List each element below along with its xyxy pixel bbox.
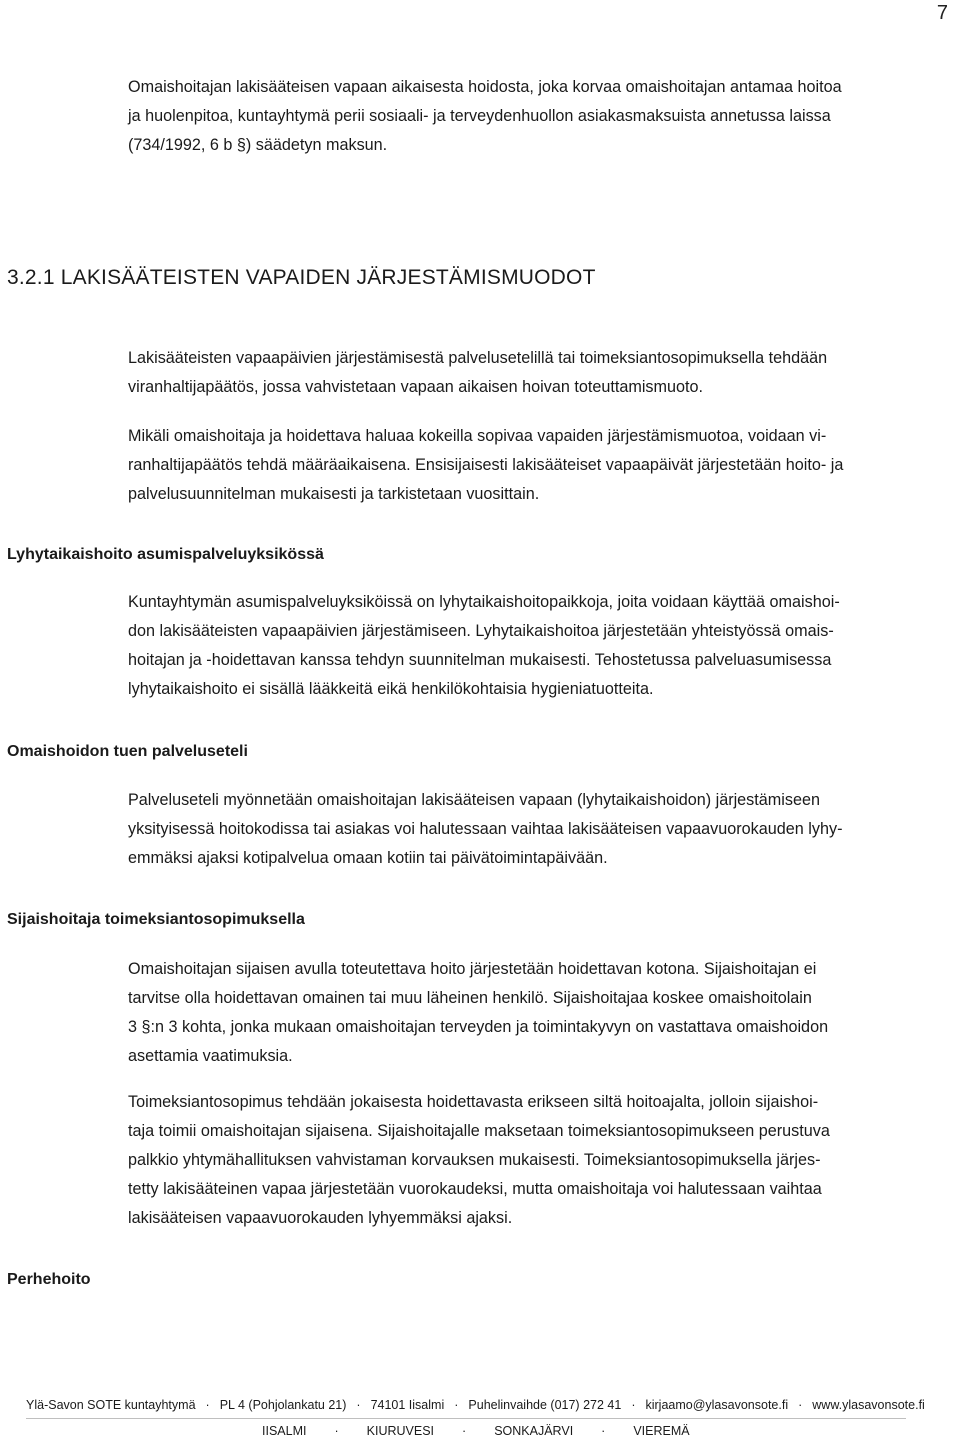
footer-email-link[interactable]: kirjaamo@ylasavonsote.fi [645,1398,789,1412]
footer-separator: · [454,1398,459,1412]
footer-divider [26,1418,906,1419]
footer-separator: · [462,1424,467,1438]
page-number: 7 [936,2,948,24]
subheading-sijaishoitaja: Sijaishoitaja toimeksiantosopimuksella [7,911,305,928]
footer-municipality: KIURUVESI [366,1424,435,1438]
footer-address: PL 4 (Pohjolankatu 21) [219,1398,347,1412]
text-line: (734/1992, 6 b §) säädetyn maksun. [128,136,388,154]
section-heading: 3.2.1 LAKISÄÄTEISTEN VAPAIDEN JÄRJESTÄMISMUODOT [7,266,596,289]
text-line: asettamia vaatimuksia. [128,1047,293,1065]
footer-organization: Ylä-Savon SOTE kuntayhtymä [26,1398,196,1412]
text-line: ja huolenpitoa, kuntayhtymä perii sosiaali- ja terveydenhuollon asiakasmaksuista annetussa laissa [128,107,831,125]
subheading-lyhytaikaishoito: Lyhytaikaishoito asumispalveluyksikössä [7,546,324,563]
text-line: palkkio yhtymähallituksen vahvistaman korvauksen mukaisesti. Toimeksiantosopimuksella järjes- [128,1151,821,1169]
text-line: ranhaltijapäätös tehdä määräaikaisena. Ensisijaisesti lakisääteiset vapaapäivät järjestetään hoito- ja [128,456,844,474]
text-line: 3 §:n 3 kohta, jonka mukaan omaishoitajan terveyden ja toimintakyvyn on vastattava omaishoidon [128,1018,829,1036]
footer-separator: · [601,1424,606,1438]
text-line: don lakisääteisten vapaapäivien järjestämiseen. Lyhytaikaishoitoa järjestetään yhteistyössä omais- [128,622,834,640]
text-line: Lakisääteisten vapaapäivien järjestämisestä palvelusetelillä tai toimeksiantosopimuksella tehdään [128,349,828,367]
text-line: tetty lakisääteinen vapaa järjestetään vuorokaudeksi, mutta omaishoitaja voi halutessaan vaihtaa [128,1180,822,1198]
sijaishoitaja-paragraph-1 [128,955,954,1071]
footer-separator: · [334,1424,339,1438]
text-line: hoitajan ja -hoidettavan kanssa tehdyn suunnitelman mukaisesti. Tehostetussa palveluasumisessa [128,651,832,669]
footer-phone: Puhelinvaihde (017) 272 41 [468,1398,622,1412]
text-line: Palveluseteli myönnetään omaishoitajan lakisääteisen vapaan (lyhytaikaishoidon) järjestämiseen [128,791,820,809]
text-line: Mikäli omaishoitaja ja hoidettava haluaa kokeilla sopivaa vapaiden järjestämismuotoa, voidaan vi- [128,427,827,445]
text-line: Kuntayhtymän asumispalveluyksiköissä on lyhytaikaishoitopaikkoja, joita voidaan käyttää omaishoi- [128,593,840,611]
footer-contact-line [26,1398,960,1412]
footer-separator: · [631,1398,636,1412]
intro-paragraph [128,73,954,160]
footer-postal: 74101 Iisalmi [370,1398,445,1412]
footer-municipality: SONKAJÄRVI [494,1424,574,1438]
text-line: Omaishoitajan sijaisen avulla toteutettava hoito järjestetään hoidettavan kotona. Sijaishoitajan ei [128,960,817,978]
section-paragraph-2 [128,422,954,509]
text-line: palvelusuunnitelman mukaisesti ja tarkistetaan vuosittain. [128,485,540,503]
text-line: taja toimii omaishoitajan sijaisena. Sijaishoitajalle maksetaan toimeksiantosopimukseen perustuva [128,1122,830,1140]
text-line: lyhytaikaishoito ei sisällä lääkkeitä eikä henkilökohtaisia hygieniatuotteita. [128,680,654,698]
footer-separator: · [205,1398,210,1412]
subheading-palveluseteli: Omaishoidon tuen palveluseteli [7,743,248,760]
text-line: emmäksi ajaksi kotipalvelua omaan kotiin tai päivätoimintapäivään. [128,849,608,867]
footer-separator: · [798,1398,803,1412]
footer-municipality: IISALMI [262,1424,307,1438]
text-line: tarvitse olla hoidettavan omainen tai muu läheinen henkilö. Sijaishoitajaa koskee omaishoitolain [128,989,812,1007]
text-line: viranhaltijapäätös, jossa vahvistetaan vapaan aikaisen hoivan toteuttamismuoto. [128,378,704,396]
palveluseteli-paragraph [128,786,954,873]
text-line: lakisääteisen vapaavuorokauden lyhyemmäksi ajaksi. [128,1209,513,1227]
sijaishoitaja-paragraph-2 [128,1088,954,1233]
text-line: Toimeksiantosopimus tehdään jokaisesta hoidettavasta erikseen siltä hoitoajalta, jolloin sijaishoi- [128,1093,819,1111]
footer-website-link[interactable]: www.ylasavonsote.fi [812,1398,925,1412]
text-line: Omaishoitajan lakisääteisen vapaan aikaisesta hoidosta, joka korvaa omaishoitajan antamaa hoitoa [128,78,842,96]
footer-municipalities-line [262,1424,960,1438]
footer-municipality: VIEREMÄ [633,1424,690,1438]
text-line: yksityisessä hoitokodissa tai asiakas voi halutessaan vaihtaa lakisääteisen vapaavuorokauden lyhy- [128,820,843,838]
subheading-perhehoito: Perhehoito [7,1271,91,1288]
footer-separator: · [356,1398,361,1412]
section-paragraph-1 [128,344,954,402]
lyhytaikaishoito-paragraph [128,588,954,704]
